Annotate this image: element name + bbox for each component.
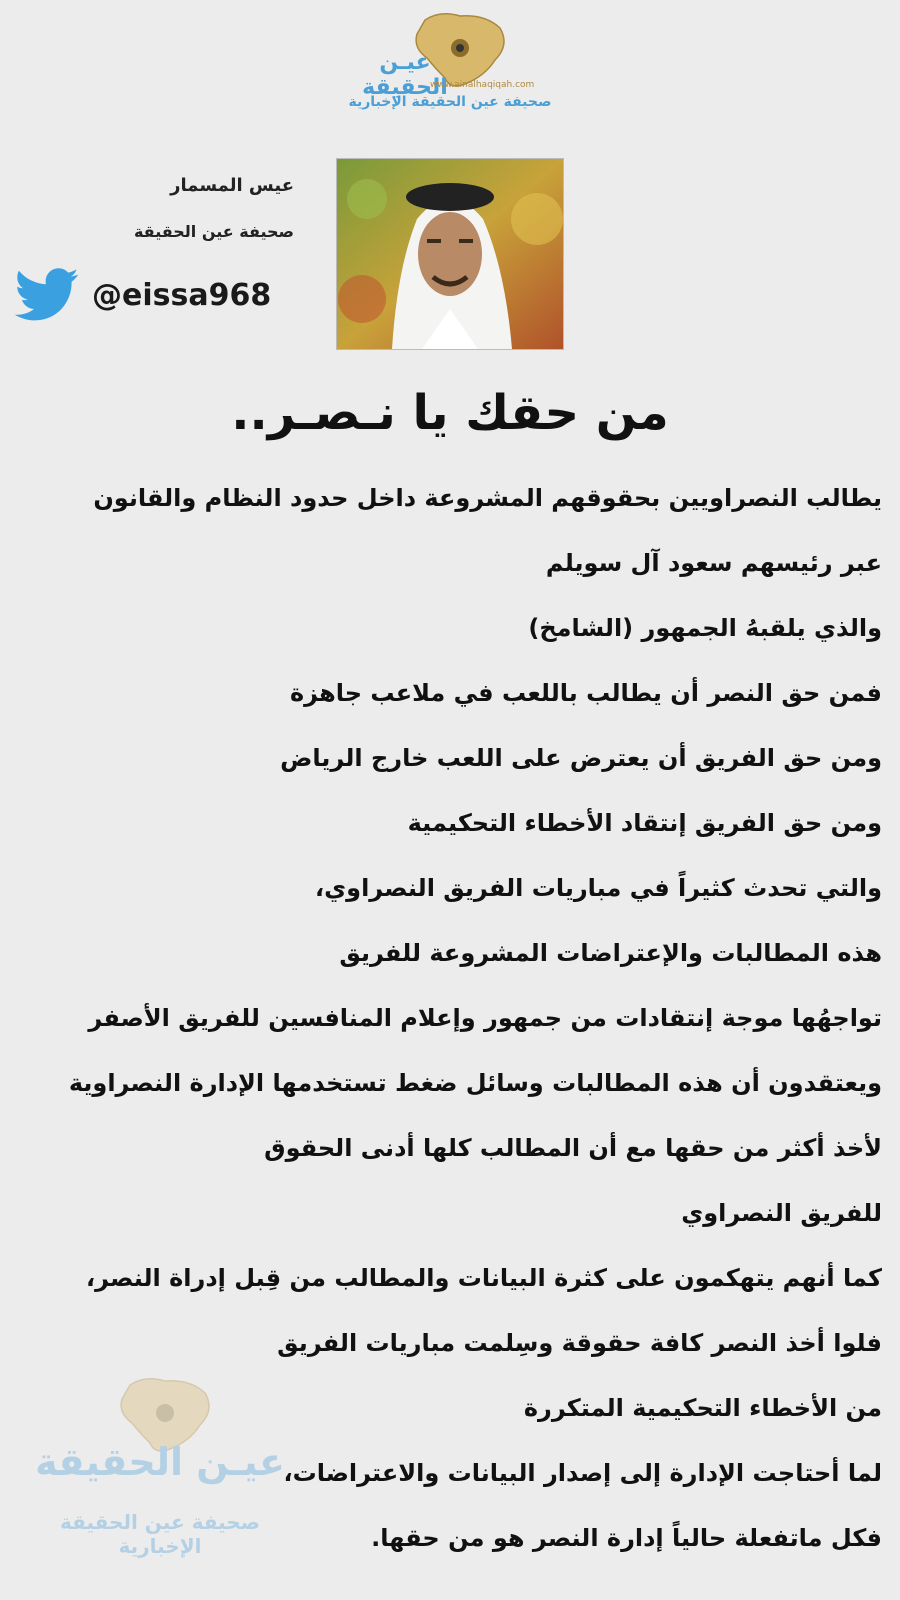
author-photo: [336, 158, 564, 350]
article-line: هذه المطالبات والإعتراضات المشروعة للفريق: [339, 939, 882, 967]
twitter-bird-icon: [14, 268, 80, 326]
article-line: يطالب النصراويين بحقوقهم المشروعة داخل حدود النظام والقانون: [93, 484, 882, 512]
article-line: ومن حق الفريق إنتقاد الأخطاء التحكيمية: [407, 809, 882, 837]
logo-subtitle: صحيفة عين الحقيقة الإخبارية: [348, 94, 552, 110]
article-line: فمن حق النصر أن يطالب باللعب في ملاعب جاهزة: [289, 679, 882, 707]
article-line: والذي يلقبهُ الجمهور (الشامخ): [528, 614, 882, 642]
article-line: ومن حق الفريق أن يعترض على اللعب خارج الرياض: [280, 744, 882, 772]
logo-url: www.ainalhaqiqah.com: [430, 80, 535, 90]
article-line: والتي تحدث كثيراً في مباريات الفريق النصراوي،: [315, 874, 882, 902]
watermark-subtitle: صحيفة عين الحقيقة الإخبارية: [59, 1510, 261, 1558]
twitter-handle[interactable]: @eissa968: [92, 278, 272, 313]
article-line: عبر رئيسهم سعود آل سويلم: [545, 549, 882, 577]
article-line: للفريق النصراوي: [681, 1199, 882, 1227]
logo-name: عيـن الحقيقة: [362, 50, 448, 100]
watermark-name: عيـن الحقيقة: [35, 1440, 285, 1484]
article-line: لأخذ أكثر من حقها مع أن المطالب كلها أدنى الحقوق: [264, 1134, 882, 1162]
article-line: كما أنهم يتهكمون على كثرة البيانات والمطالب من قِبل إدراة النصر،: [86, 1264, 882, 1292]
author-publication: صحيفة عين الحقيقة: [133, 222, 294, 241]
watermark-logo: [20, 1360, 300, 1580]
article-line: فكل ماتفعلة حالياً إدارة النصر هو من حقها.: [371, 1524, 882, 1552]
article-line: من الأخطاء التحكيمية المتكررة: [523, 1394, 882, 1422]
site-logo: [335, 10, 565, 110]
article-line: لما أحتاجت الإدارة إلى إصدار البيانات والاعتراضات،: [283, 1459, 882, 1487]
article-line: ويعتقدون أن هذه المطالبات وسائل ضغط تستخدمها الإدارة النصراوية: [68, 1069, 882, 1097]
author-name: عيس المسمار: [170, 175, 294, 196]
article-line: تواجهُها موجة إنتقادات من جمهور وإعلام المنافسين للفريق الأصفر: [88, 1004, 882, 1032]
article-title: من حقك يا نـصـر..: [231, 385, 669, 441]
article-line: فلوا أخذ النصر كافة حقوقة وسِلمت مباريات الفريق: [277, 1329, 882, 1357]
